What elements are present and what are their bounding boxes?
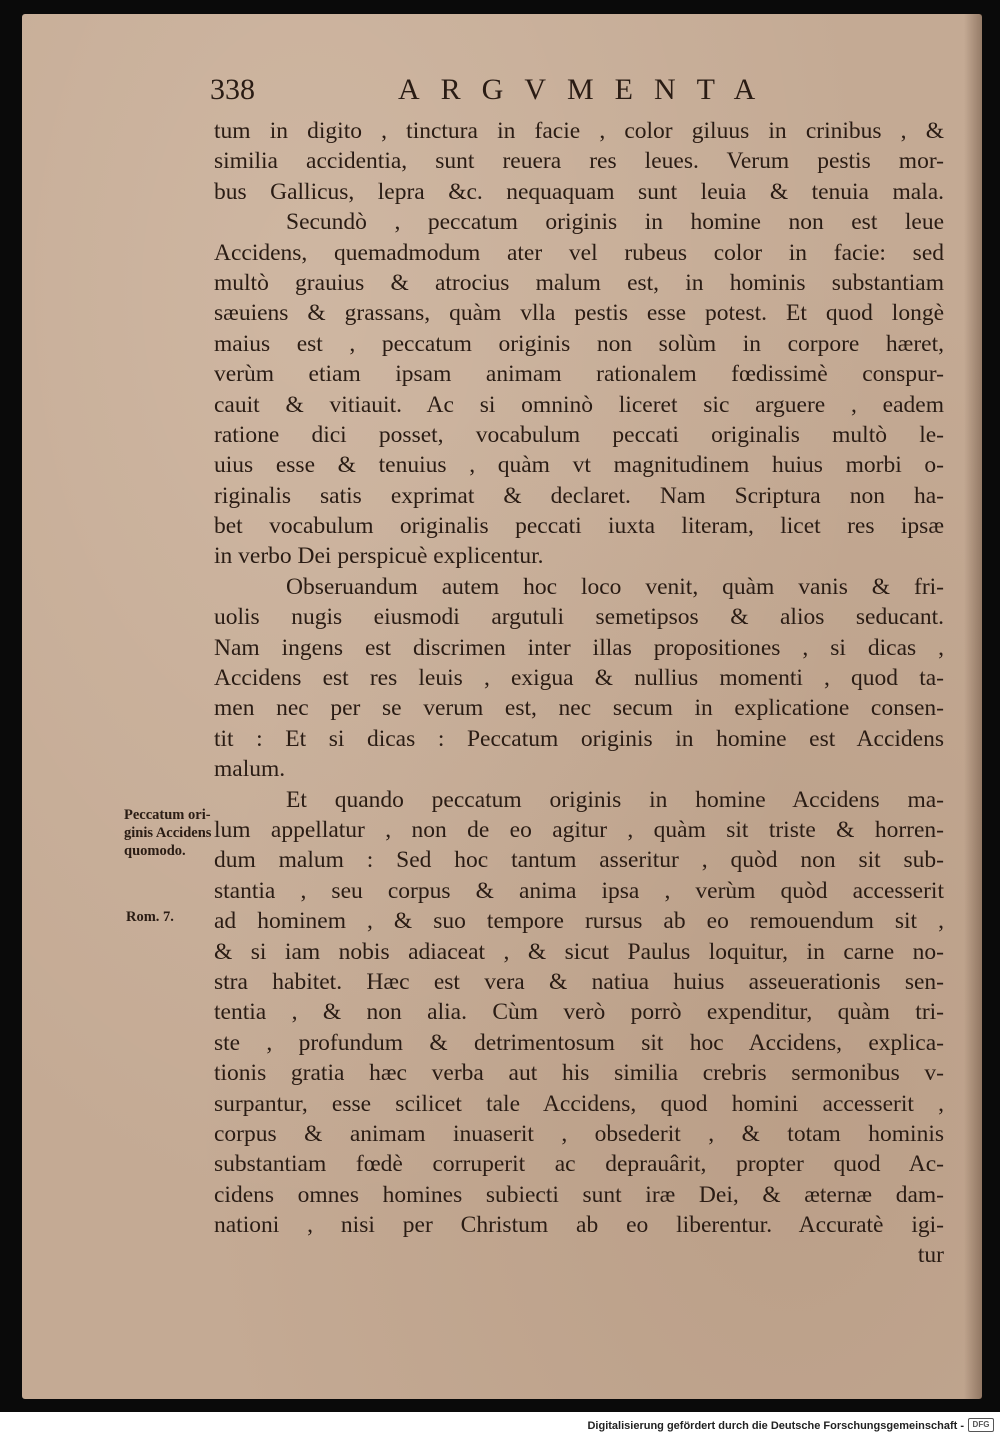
text-line: tionis gratia hæc verba aut his similia crebris sermonibus v- (214, 1060, 944, 1087)
text-line: Nam ingens est discrimen inter illas propositiones , si dicas , (214, 634, 944, 661)
text-line: ad hominem , & suo tempore rursus ab eo remouendum sit , (214, 908, 944, 935)
text-line: tentia , & non alia. Cùm verò porrò expenditur, quàm tri- (214, 999, 944, 1026)
text-line: uius esse & tenuius , quàm vt magnitudinem huius morbi o- (214, 452, 944, 479)
text-line: men nec per se verum est, nec secum in explicatione consen- (214, 695, 944, 722)
margin-note-romans: Rom. 7. (126, 909, 174, 925)
text-line: dum malum : Sed hoc tantum asseritur , quòd non sit sub- (214, 847, 944, 874)
text-line: tum in digito , tinctura in facie , color giluus in crinibus , & (214, 118, 944, 144)
text-line: Et quando peccatum originis in homine Accidens ma- (286, 786, 944, 813)
text-line: bet vocabulum originalis peccati iuxta literam, licet res ipsæ (214, 513, 944, 540)
text-line: riginalis satis exprimat & declaret. Nam Scriptura non ha- (214, 482, 944, 509)
text-line: sæuiens & grassans, quàm vlla pestis esse potest. Et quod longè (214, 300, 944, 327)
page-number: 338 (210, 73, 255, 106)
margin-note-line: quomodo. (124, 843, 186, 859)
text-line: nationi , nisi per Christum ab eo liberentur. Accuratè igi- (214, 1212, 944, 1239)
text-line: cidens omnes homines subiecti sunt iræ Dei, & æternæ dam- (214, 1181, 944, 1208)
text-line: tit : Et si dicas : Peccatum originis in homine est Accidens (214, 725, 944, 752)
text-line: surpantur, esse scilicet tale Accidens, quod homini accesserit , (214, 1090, 944, 1117)
page-fold-shadow (964, 14, 982, 1399)
body-text (214, 116, 944, 1271)
text-line: Accidens est res leuis , exigua & nullius momenti , quod ta- (214, 665, 944, 692)
text-line: substantiam fœdè corruperit ac deprauârit, propter quod Ac- (214, 1151, 944, 1178)
text-line: multò grauius & atrocius malum est, in hominis substantiam (214, 269, 944, 296)
text-line: stra habitet. Hæc est vera & natiua huius asseuerationis sen- (214, 968, 944, 995)
margin-note-peccatum (124, 806, 211, 860)
text-line: uolis nugis eiusmodi argutuli semetipsos & alios seducant. (214, 604, 944, 631)
text-line: & si iam nobis adiaceat , & sicut Paulus loquitur, in carne no- (214, 938, 944, 965)
text-line: corpus & animam inuaserit , obsederit , & totam hominis (214, 1120, 944, 1147)
text-line: lum appellatur , non de eo agitur , quàm sit triste & horren- (214, 816, 944, 843)
text-line: malum. (214, 756, 286, 783)
text-line: Obseruandum autem hoc loco venit, quàm vanis & fri- (286, 573, 944, 600)
text-line: Accidens, quemadmodum ater vel rubeus color in facie: sed (214, 239, 944, 266)
text-line: Secundò , peccatum originis in homine non est leue (286, 209, 944, 236)
dfg-logo: DFG (968, 1418, 994, 1432)
text-line: bus Gallicus, lepra &c. nequaquam sunt leuia & tenuia mala. (214, 178, 944, 205)
running-title: ARGVMENTA (398, 73, 777, 106)
page-header (210, 68, 940, 112)
footer-bar (0, 1412, 1000, 1440)
catchword: tur (917, 1242, 944, 1269)
text-line: ste , profundum & detrimentosum sit hoc Accidens, explica- (214, 1029, 944, 1056)
footer-credit: Digitalisierung gefördert durch die Deutsche Forschungsgemeinschaft - (587, 1420, 964, 1432)
text-line: in verbo Dei perspicuè explicentur. (214, 543, 544, 570)
text-line: verùm etiam ipsam animam rationalem fœdissimè conspur- (214, 361, 944, 388)
text-line: stantia , seu corpus & anima ipsa , verùm quòd accesserit (214, 877, 944, 904)
text-line: maius est , peccatum originis non solùm in corpore hæret, (214, 330, 944, 357)
text-line: cauit & vitiauit. Ac si omninò liceret sic arguere , eadem (214, 391, 944, 418)
text-line: ratione dici posset, vocabulum peccati originalis multò le- (214, 421, 944, 448)
text-line: similia accidentia, sunt reuera res leues. Verum pestis mor- (214, 148, 944, 175)
margin-note-line: Peccatum ori- (124, 807, 211, 823)
margin-note-line: ginis Accidens (124, 825, 212, 841)
